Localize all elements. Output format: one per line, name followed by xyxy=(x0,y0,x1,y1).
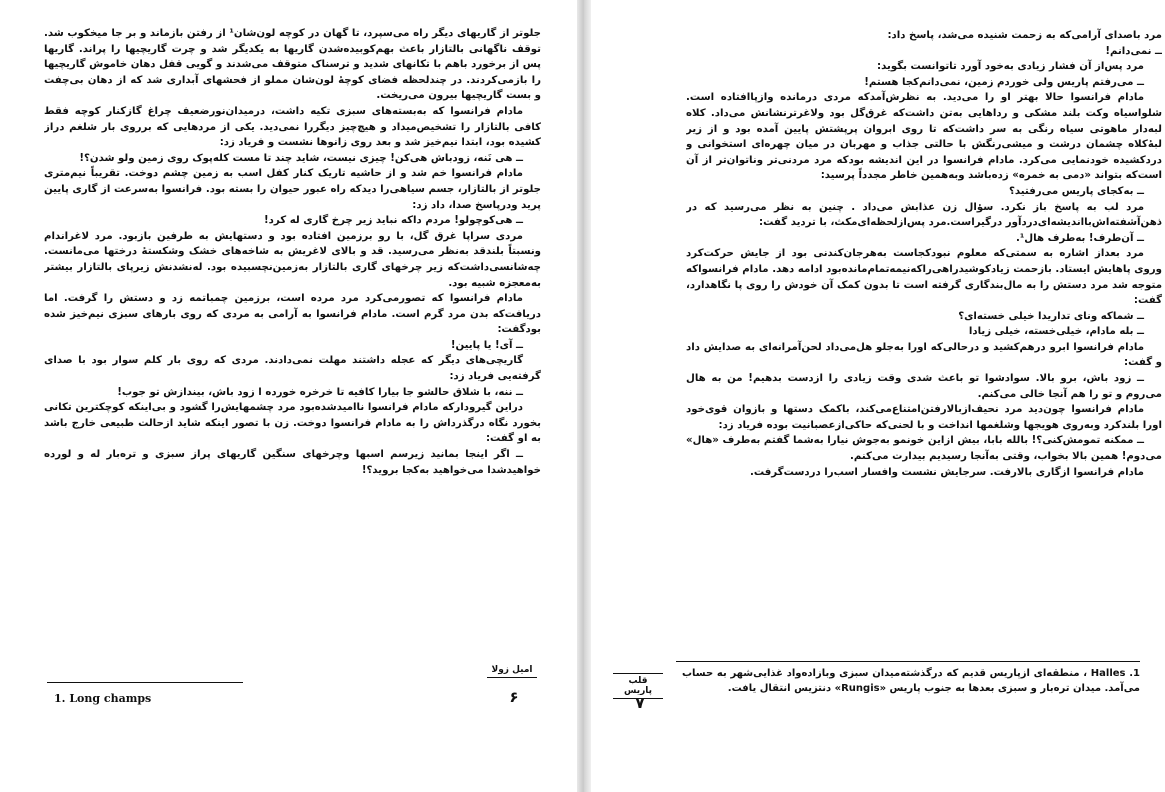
running-head: قلب پاریس xyxy=(613,673,663,699)
paragraph: ــ ممکنه تمومش‌کنی؟! بالله بابا، بیش ازاین خونمو به‌جوش نیارا به‌شما گفتم به‌طرف «هال» می‌دوم! همین بالا بخواب، وقتی به‌آنجا رسیدیم بیدارت می‌کنم. xyxy=(686,435,1162,463)
left-page xyxy=(0,0,577,792)
footnote: 1. Halles ، منطقه‌ای ازپاریس قدیم که درگذشته‌میدان سبزی وبازاده‌واد غذایی‌شهر به حساب می‌آمد. میدان تره‌بار و سبزی بعدها به جنوب پاریس «Rungis» دنتزیس انتقال یافت. xyxy=(682,668,1141,694)
paragraph: مادام فرانسوا چون‌دید مرد نحیف‌ازبالارفتن‌امتناع‌می‌کند، باکمک دستها و بازوان قوی‌خود اورا بلندکرد وبه‌روی هویجها وشلغمها انداخت و با لحنی‌که حاکی‌ازعصبانیت بوده فریاد زد: xyxy=(686,404,1162,431)
paragraph: مرد پس‌از آن فشار زیادی به‌خود آورد تا‌توانست بگوید: xyxy=(877,61,1144,73)
paragraph: مادام فرانسوا که به‌بسته‌های سبزی تکیه داشت، درمیدان‌نورضعیف چراغ گازکنار کوچه فقط کافی بالتازار را تشخیص‌میداد و هیچ‌چیز دیگررا نمی‌دید. یکی از مردهایی که برروی بار شلغم دراز کشیده بود، ابتدا نیم‌خیز شد و بعد روی زانوها نشست و فریاد زد: xyxy=(44,105,541,149)
running-head: امیل زولا xyxy=(487,665,537,678)
paragraph: مرد بعداز اشاره به سمتی‌که معلوم نبودکجاست به‌هرجان‌کندنی بود از جایش حرکت‌کرد وروی پاهایش ایستاد. با‌زحمت زیادکوشیدراهی‌راکه‌نیمه‌تمام‌مانده‌بود ادامه دهد. مادام فرانسواکه متوجه شد مرد دستش را به مال‌بندگاری گرفته است تا‌ بدون کمک آن خودش را روی پا نگاهدارد، گفت: xyxy=(686,248,1162,307)
paragraph: ــ ننه، با شلاق حالشو جا بیارا کافیه تا خرخره خورده ا زود باش، بیندازش تو جوب! xyxy=(117,386,523,398)
paragraph: مادام فرانسوا حالا بهتر او را می‌دید. به نظرش‌آمدکه مردی درمانده وازپاافتاده است. شلواسیاه وکت بلند مشکی و رداهایی به‌تن داشت‌که غرق‌گل بود ولاغرترنشانش می‌داد. کلاه لبه‌دار ماهوتی سیاه رنگی به سر داشت‌که تا روی ابروان پرپشتش پایین آمده بود و از زیر لبهٔ‌کلاه چشمان درشت و میشی‌رنگش با حالتی جذاب و مهربان در میان چهره‌ای استخوانی و دردکشیده خودنمایی می‌کرد. مادام فرانسوا در این اندیشه بودکه مرد مردنی‌تر وناتوان‌تر از آن است‌که بتواند «دمی به خمره» زده‌باشد وبه‌همین خاطر مجدداً پرسید: xyxy=(686,92,1162,182)
footnote-divider xyxy=(676,661,1140,662)
paragraph: ــ هی نَنه، زودباش هی‌کن! چیزی نیست، شاید چند تا مست کله‌پوک روی زمین ولو شدن؟! xyxy=(79,152,523,164)
footnote-divider xyxy=(47,682,243,683)
paragraph: ــ هی‌کوچولو! مردم داکه نباید زیر چرخ گاری له کرد! xyxy=(264,215,523,227)
paragraph: ــ می‌رفتم پاریس ولی خوردم زمین، نمی‌دانم‌کجا هستم! xyxy=(864,76,1144,88)
footnote: 1. Long champs xyxy=(54,692,152,705)
paragraph: ــ به‌کجای پاریس می‌رفتید؟ xyxy=(1008,185,1144,197)
paragraph: ــ زود باش، برو بالا. سوادشوا تو باعث شدی وقت زیادی را ازدست بدهیم! من به هال می‌روم و تو را هم آنجا خالی می‌کنم. xyxy=(686,373,1162,400)
paragraph: دراین گیرودارکه مادام فرانسوا ناامیدشده‌بود مرد چشمهایش‌را گشود و بی‌اینکه کوچکترین تکانی بخورد نگاه درگذرداش را به مادام فرانسوا دوخت. زن با تصور اینکه شاید ازحالت طبیعی خارج باشد به او گفت: xyxy=(44,402,541,445)
paragraph: مادام فرانسوا خم شد و از حاشیه تاریک کنار کفل اسب به زمین چشم دوخت. تقریباً نیم‌متری جلوتر از بالتازار، جسم سیاهی‌را دیدکه راه عبور حیوان را بسته بود. فرانسوا به‌سرعت از گاری پایین پرید ودرپاسخ صدا، داد زد: xyxy=(44,168,541,211)
right-page-body xyxy=(686,28,1162,648)
paragraph: گاریچی‌های دیگر که عجله داشتند مهلت نمی‌دادند. مردی که روی بار کلم سوار بود با صدای گرفته‌یی فریاد زد: xyxy=(44,355,541,383)
paragraph: مردی سراپا غرق گل، با رو برزمین افتاده بود و دستهایش به طرفین بازبود. مرد لاغراندام ونسبتاً بلندقد به‌نظر می‌رسید. قد و بالای لاغریش به شاخه‌های خشک وشکستهٔ درختها می‌مانست. چه‌شانسی‌داشت‌که زیر چرخهای گاری بالتازار به‌زمین‌نچسبیده بود. له‌نشدنش زیرپای بالتازار بیشتر به‌معجزه شبیه بود. xyxy=(44,230,541,289)
paragraph: ــ شماکه ونای تداریدا خیلی خسته‌ای؟ xyxy=(958,310,1144,322)
left-page-body xyxy=(44,26,541,676)
paragraph: جلوتر از گاریهای دیگر راه می‌سپرد، تا گهان در کوچه لون‌شان¹ از رفتن بازماند و بر جا میخکوب شد. توقف ناگهانی بالتازار باعث بهم‌کوبیده‌شدن گاریها به یکدیگر شد و چرت گاریچیها را پراند. گاریها پس از برخورد باهم با تکانهای شدید و ترسناک متوقف می‌شدند و گویی قفل دهان خاموش گاریچیها را بازمی‌کردند. در چندلحظه فضای کوچهٔ لون‌شان مملو از فحشهای آبداری شد که از دهان بی‌چفت و بست گاریچیها بیرون می‌ریخت. xyxy=(44,28,541,102)
page-number: ۶ xyxy=(509,688,519,706)
page-number: ۷ xyxy=(635,694,645,712)
paragraph: ــ اگر اینجا بمانید زیرسم اسبها وچرخهای سنگین گاریهای پراز سبزی و تره‌بار له و لورده خواهیدشدا می‌خواهید به‌کجا بروید؟! xyxy=(44,449,541,476)
paragraph: ــ نمی‌دانم! xyxy=(1105,45,1162,57)
paragraph: ــ آی! یا پایین! xyxy=(450,339,523,351)
book-gutter xyxy=(577,0,591,792)
paragraph: مادام فرانسوا که تصورمی‌کرد مرد مرده است، برزمین چمباتمه زد و دستش را گرفت. اما دریافت‌که بدن مرد گرم است. مادام فرانسوا به آرامی به مردی که روی بارهای سبزی نیم‌خیز شده بود‌گفت: xyxy=(44,293,541,336)
paragraph: ــ بله مادام، خیلی‌خسته، خیلی زیادا xyxy=(968,326,1144,338)
paragraph: مادام فرانسوا ابرو درهم‌کشید و درحالی‌که اورا به‌جلو هل‌می‌داد لحن‌آمرانه‌ای به صدایش داد و گفت: xyxy=(686,341,1162,369)
paragraph: ــ آن‌طرف! به‌طرف هال¹. xyxy=(1015,232,1144,244)
paragraph: مرد لب به پاسخ باز نکرد. سؤال زن عذابش می‌داد . چنین به نظر می‌رسید که در ذهن‌آشفته‌اش‌بااندیشه‌ای‌دردآور درگیراست.مرد پس‌ازلحظه‌ای‌مکث، با تردید گفت: xyxy=(686,201,1162,229)
paragraph: مرد باصدای آرامی‌که به زحمت شنیده می‌شد، پاسخ داد: xyxy=(887,30,1162,41)
paragraph: مادام فرانسوا ازگاری بالارفت. سرجایش نشست وافسار اسب‌را دردست‌گرفت. xyxy=(749,466,1144,478)
